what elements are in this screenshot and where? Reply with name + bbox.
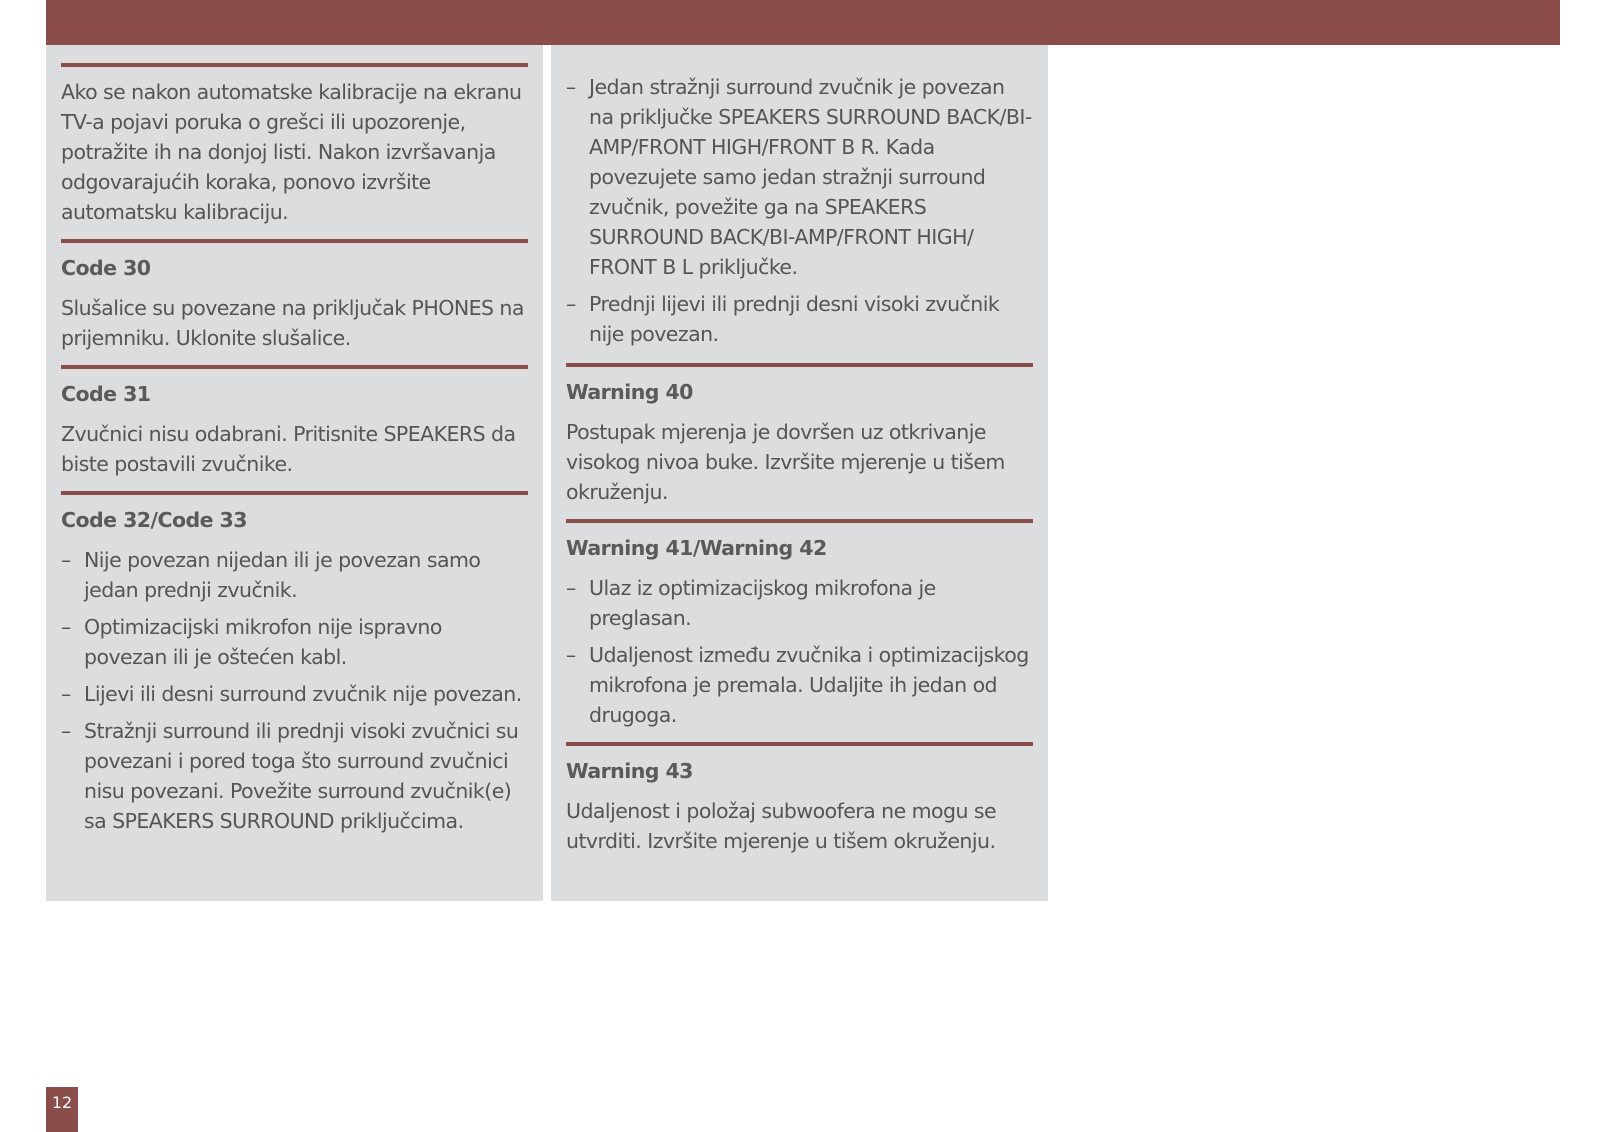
section-divider	[566, 363, 1033, 367]
section-code-30	[61, 239, 528, 353]
section-divider	[61, 63, 528, 67]
section-title: Warning 43	[566, 759, 693, 783]
section-warning-41-42	[566, 519, 1033, 730]
section-divider	[61, 365, 528, 369]
section-code-32-33	[61, 491, 528, 836]
list-item: – Optimizacijski mikrofon nije ispravno povezan ili je oštećen kabl.	[61, 612, 528, 672]
section-title: Code 30	[61, 256, 151, 280]
section-text: Slušalice su povezane na priključak PHONES na prijemniku. Uklonite slušalice.	[61, 296, 524, 350]
section-title: Code 32/Code 33	[61, 508, 247, 532]
section-text: Udaljenost i položaj subwoofera ne mogu se utvrditi. Izvršite mjerenje u tišem okruženju.	[566, 799, 997, 853]
list-item: – Udaljenost između zvučnika i optimizacijskog mikrofona je premala. Udaljite ih jedan od drugoga.	[566, 640, 1033, 730]
bullet-list	[566, 573, 1033, 730]
bullet-list	[61, 545, 528, 836]
list-item: – Ulaz iz optimizacijskog mikrofona je preglasan.	[566, 573, 1033, 633]
left-column	[46, 45, 543, 901]
section-title: Code 31	[61, 382, 151, 406]
section-warning-40	[566, 363, 1033, 507]
header-bar	[46, 0, 1560, 45]
list-item: – Nije povezan nijedan ili je povezan samo jedan prednji zvučnik.	[61, 545, 528, 605]
section-divider	[61, 239, 528, 243]
list-item: – Stražnji surround ili prednji visoki zvučnici su povezani i pored toga što surround zvučnici nisu povezani. Povežite surround zvučnik(e) sa SPEAKERS SURROUND priključcima.	[61, 716, 528, 836]
intro-text: Ako se nakon automatske kalibracije na ekranu TV-a pojavi poruka o grešci ili upozorenje, potražite ih na donjoj listi. Nakon izvršavanja odgovarajućih koraka, ponovo izvršite automatsku kalibraciju.	[61, 80, 522, 224]
right-column	[551, 45, 1048, 901]
section-text: Zvučnici nisu odabrani. Pritisnite SPEAKERS da biste postavili zvučnike.	[61, 422, 516, 476]
section-divider	[566, 742, 1033, 746]
section-title: Warning 40	[566, 380, 693, 404]
section-code-31	[61, 365, 528, 479]
section-warning-43	[566, 742, 1033, 856]
section-text: Postupak mjerenja je dovršen uz otkrivanje visokog nivoa buke. Izvršite mjerenje u tišem okruženju.	[566, 420, 1005, 504]
page-number: 12	[46, 1087, 78, 1132]
bullet-list	[566, 72, 1033, 349]
section-divider	[61, 491, 528, 495]
section-divider	[566, 519, 1033, 523]
list-item: – Prednji lijevi ili prednji desni visoki zvučnik nije povezan.	[566, 289, 1033, 349]
list-item: – Jedan stražnji surround zvučnik je povezan na priključke SPEAKERS SURROUND BACK/BI-AMP/FRONT HIGH/FRONT B R. Kada povezujete samo jedan stražnji surround zvučnik, povežite ga na SPEAKERS SURROUND BACK/BI-AMP/FRONT HIGH/ FRONT B L priključke.	[566, 72, 1033, 282]
section-title: Warning 41/Warning 42	[566, 536, 827, 560]
list-item: – Lijevi ili desni surround zvučnik nije povezan.	[61, 679, 528, 709]
